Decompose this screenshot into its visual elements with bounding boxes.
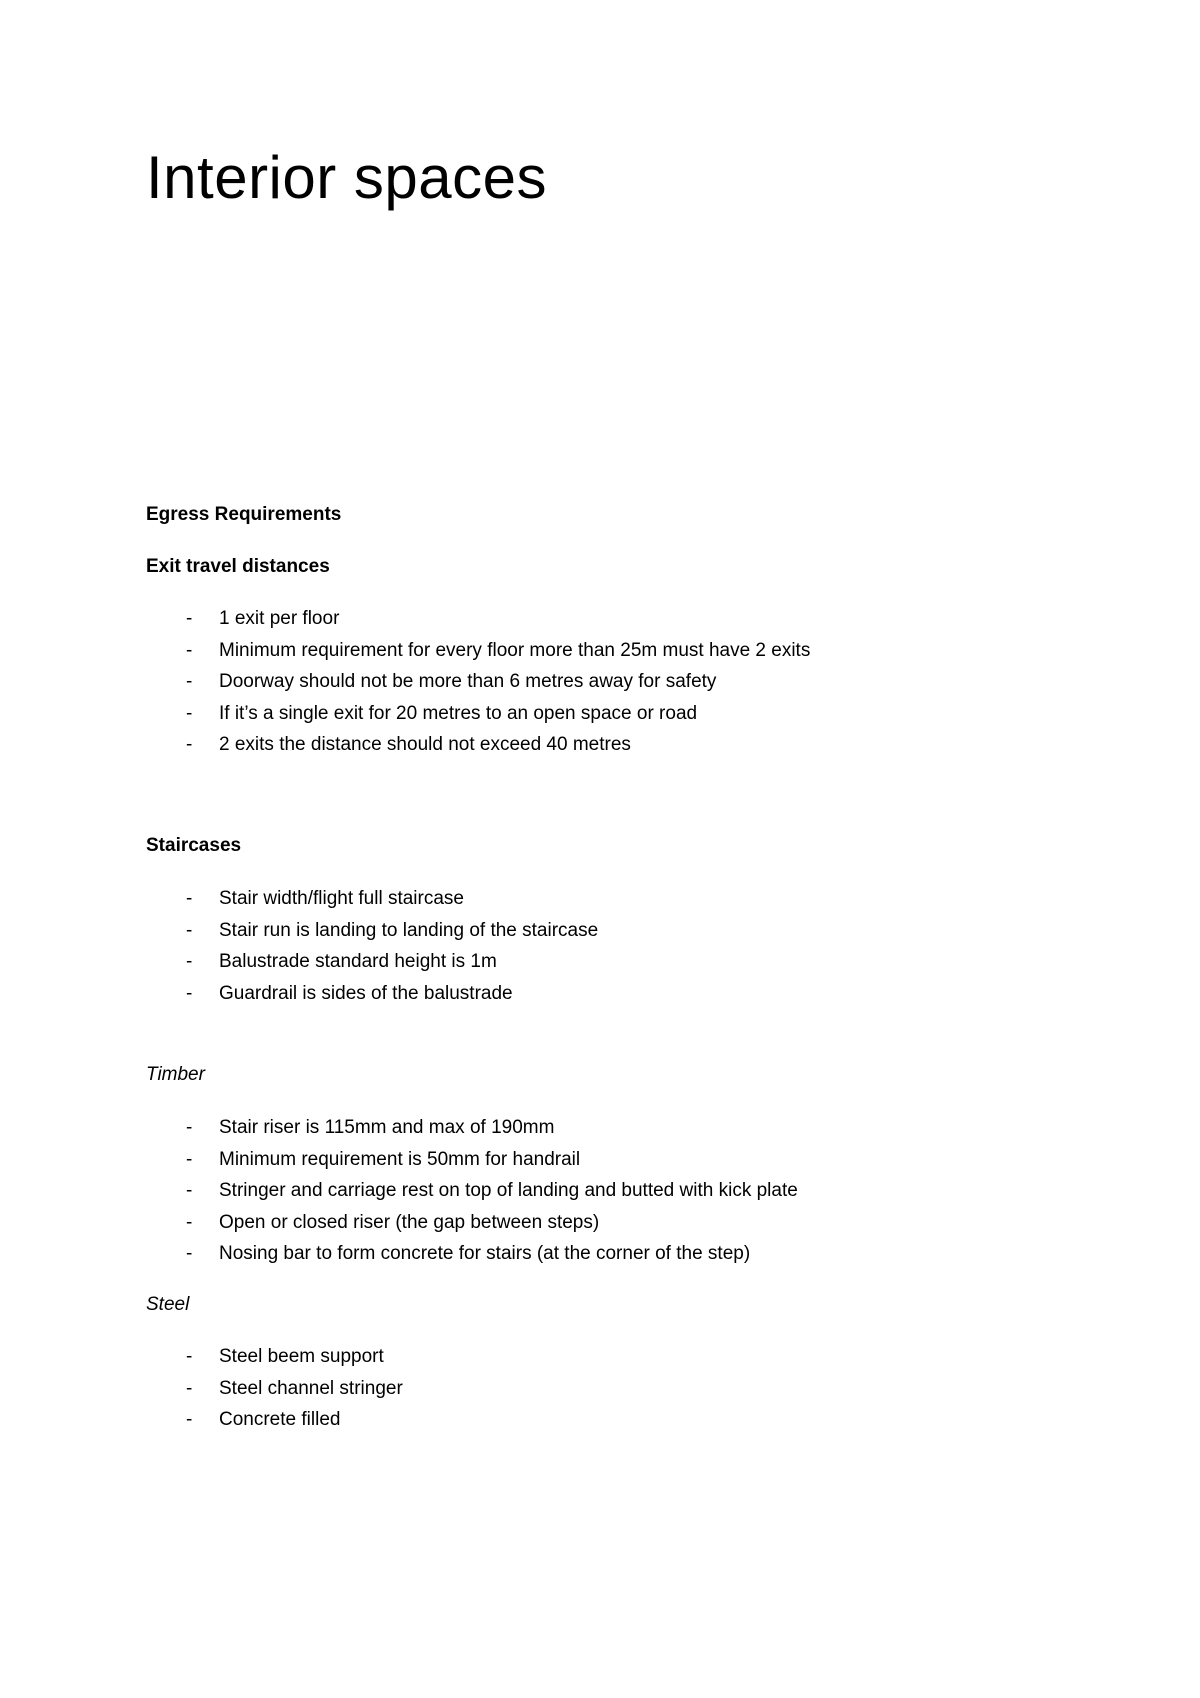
list-item-text: Stringer and carriage rest on top of landing and butted with kick plate [219,1180,798,1201]
list-item-text: 1 exit per floor [219,608,340,629]
bullet-dash: - [186,1180,193,1201]
timber-subheading: Timber [146,1064,205,1085]
list-item-text: Stair run is landing to landing of the staircase [219,919,599,941]
list-item-text: Stair width/flight full staircase [219,888,464,909]
list-item-text: Balustrade standard height is 1m [219,951,497,972]
bullet-dash: - [186,1346,193,1367]
bullet-dash: - [186,608,193,629]
egress-requirements-heading: Egress Requirements [146,504,342,525]
bullet-dash: - [186,1211,193,1233]
bullet-dash: - [186,1117,193,1138]
bullet-dash: - [186,951,193,972]
steel-subheading: Steel [146,1294,190,1315]
staircases-heading: Staircases [146,835,242,856]
list-item-text: Guardrail is sides of the balustrade [219,982,513,1004]
list-item-text: Concrete filled [219,1409,341,1430]
bullet-dash: - [186,1409,193,1430]
bullet-dash: - [186,639,193,661]
bullet-dash: - [186,919,193,941]
list-item-text: Minimum requirement for every floor more than 25m must have 2 exits [219,639,811,661]
bullet-dash: - [186,702,193,724]
list-item-text: Doorway should not be more than 6 metres away for safety [219,671,717,692]
exit-travel-distances-heading: Exit travel distances [146,556,330,577]
bullet-dash: - [186,734,193,755]
bullet-dash: - [186,671,193,692]
list-item-text: Steel channel stringer [219,1377,403,1399]
bullet-dash: - [186,1243,193,1264]
bullet-dash: - [186,982,193,1004]
list-item-text: Steel beem support [219,1346,384,1367]
bullet-dash: - [186,1377,193,1399]
list-item-text: Minimum requirement is 50mm for handrail [219,1148,581,1170]
list-item-text: If it’s a single exit for 20 metres to an open space or road [219,702,698,724]
page-title: Interior spaces [146,144,548,211]
bullet-dash: - [186,888,193,909]
bullet-dash: - [186,1148,193,1170]
list-item-text: 2 exits the distance should not exceed 40 metres [219,734,631,755]
list-item-text: Stair riser is 115mm and max of 190mm [219,1117,555,1138]
list-item-text: Open or closed riser (the gap between steps) [219,1211,600,1233]
list-item-text: Nosing bar to form concrete for stairs (at the corner of the step) [219,1243,751,1264]
